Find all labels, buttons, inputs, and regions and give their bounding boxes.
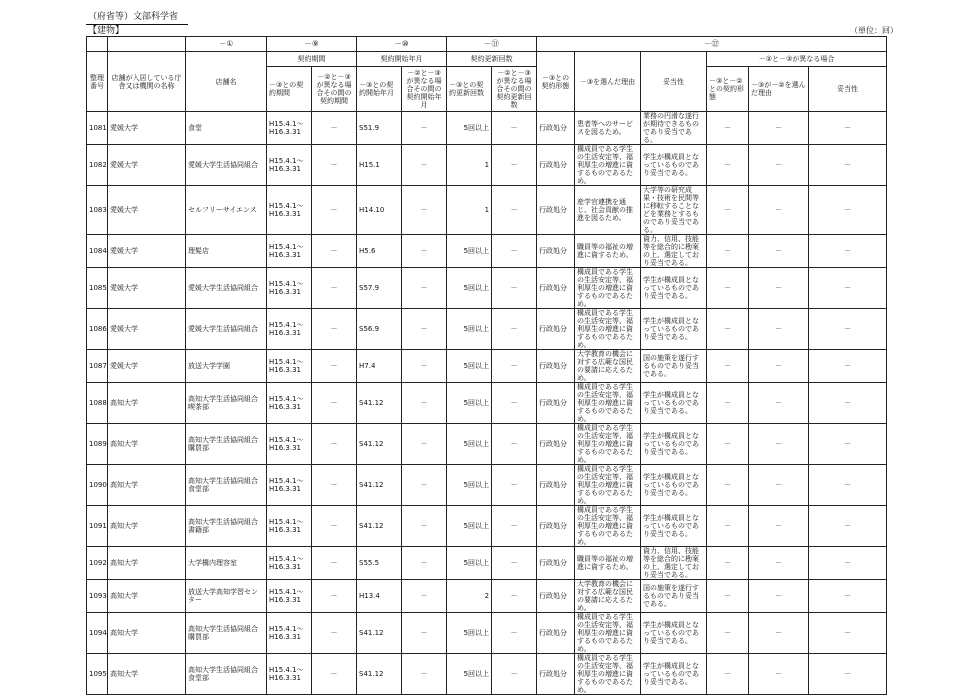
differs-reason-cell: －: [749, 112, 809, 145]
validity-cell: 業務の円滑な遂行が期待できるものであり妥当である。: [641, 112, 707, 145]
differs-form-cell: －: [707, 112, 749, 145]
col-contract-start: 契約開始年月: [357, 52, 447, 67]
renewal-count-alt-cell: －: [492, 424, 537, 465]
renewal-count-alt-cell: －: [492, 465, 537, 506]
validity-cell: 学生が構成員となっているものであり妥当である。: [641, 383, 707, 424]
institution-cell: 愛媛大学: [108, 235, 186, 268]
renewal-count-cell: 1: [447, 186, 492, 235]
contract-form-cell: 行政処分: [537, 424, 575, 465]
contract-start-cell: S57.9: [357, 268, 402, 309]
differs-form-cell: －: [707, 186, 749, 235]
differs-reason-cell: －: [749, 145, 809, 186]
reason-cell: 職員等の福祉の増進に資するため。: [575, 547, 641, 580]
institution-cell: 愛媛大学: [108, 186, 186, 235]
reason-cell: 患者等へのサービスを図るため。: [575, 112, 641, 145]
reason-cell: 構成員である学生の生活安定等、福利厚生の増進に資するものであるため。: [575, 465, 641, 506]
row-number: 1093: [87, 580, 108, 613]
renewal-count-alt-cell: －: [492, 235, 537, 268]
contract-start-alt-cell: －: [402, 186, 447, 235]
col-contract-period: 契約期間: [267, 52, 357, 67]
store-name-cell: 放送大学高知学習センター: [186, 580, 267, 613]
col-d-form: －③と－②との契約形態: [707, 67, 749, 112]
differs-reason-cell: －: [749, 506, 809, 547]
renewal-count-alt-cell: －: [492, 145, 537, 186]
reason-cell: 大学教育の機会に対する広範な国民の要請に応えるため。: [575, 350, 641, 383]
table-row: [87, 654, 887, 695]
differs-form-cell: －: [707, 145, 749, 186]
contract-period-alt-cell: －: [312, 465, 357, 506]
renewal-count-cell: 5回以上: [447, 383, 492, 424]
validity-cell: 学生が構成員となっているものであり妥当である。: [641, 613, 707, 654]
differs-validity-cell: －: [809, 424, 887, 465]
row-number: 1081: [87, 112, 108, 145]
contract-period-cell: H15.4.1～ H16.3.31: [267, 112, 312, 145]
validity-cell: 国の施策を遂行するものであり妥当である。: [641, 580, 707, 613]
differs-form-cell: －: [707, 580, 749, 613]
store-name-cell: 高知大学生活協同組合購買部: [186, 613, 267, 654]
institution-cell: 高知大学: [108, 547, 186, 580]
contract-period-cell: H15.4.1～ H16.3.31: [267, 613, 312, 654]
col-p-renew-alt: －②と－③が異なる場合その間の契約更新回数: [492, 67, 537, 112]
contract-period-alt-cell: －: [312, 350, 357, 383]
contract-period-alt-cell: －: [312, 186, 357, 235]
contract-start-alt-cell: －: [402, 145, 447, 186]
contract-start-alt-cell: －: [402, 309, 447, 350]
renewal-count-alt-cell: －: [492, 309, 537, 350]
row-number: 1083: [87, 186, 108, 235]
contract-form-cell: 行政処分: [537, 186, 575, 235]
contract-period-cell: H15.4.1～ H16.3.31: [267, 268, 312, 309]
contract-period-alt-cell: －: [312, 112, 357, 145]
contract-start-alt-cell: －: [402, 547, 447, 580]
contract-start-alt-cell: －: [402, 112, 447, 145]
contract-period-alt-cell: －: [312, 580, 357, 613]
contract-form-cell: 行政処分: [537, 350, 575, 383]
reason-cell: 構成員である学生の生活安定等、福利厚生の増進に資するものであるため。: [575, 506, 641, 547]
contract-start-cell: H5.6: [357, 235, 402, 268]
table-row: [87, 309, 887, 350]
renewal-count-cell: 5回以上: [447, 112, 492, 145]
contract-table: [86, 36, 887, 695]
institution-cell: 愛媛大学: [108, 350, 186, 383]
renewal-count-alt-cell: －: [492, 268, 537, 309]
contract-period-alt-cell: －: [312, 547, 357, 580]
validity-cell: 学生が構成員となっているものであり妥当である。: [641, 506, 707, 547]
contract-start-cell: S56.9: [357, 309, 402, 350]
differs-validity-cell: －: [809, 506, 887, 547]
table-row: [87, 268, 887, 309]
reason-cell: 構成員である学生の生活安定等、福利厚生の増進に資するものであるため。: [575, 309, 641, 350]
store-name-cell: 放送大学学園: [186, 350, 267, 383]
circled-10: －⑩: [357, 37, 447, 52]
differs-form-cell: －: [707, 613, 749, 654]
row-number: 1085: [87, 268, 108, 309]
differs-reason-cell: －: [749, 547, 809, 580]
validity-cell: 学生が構成員となっているものであり妥当である。: [641, 309, 707, 350]
contract-form-cell: 行政処分: [537, 613, 575, 654]
differs-reason-cell: －: [749, 465, 809, 506]
contract-period-alt-cell: －: [312, 506, 357, 547]
row-number: 1089: [87, 424, 108, 465]
circled-12: －⑫: [537, 37, 887, 52]
differs-validity-cell: －: [809, 383, 887, 424]
row-number: 1091: [87, 506, 108, 547]
row-number: 1094: [87, 613, 108, 654]
contract-start-alt-cell: －: [402, 613, 447, 654]
store-name-cell: 高知大学生活協同組合食堂部: [186, 465, 267, 506]
reason-cell: 職員等の福祉の増進に資するため。: [575, 235, 641, 268]
row-number: 1092: [87, 547, 108, 580]
store-name-cell: 高知大学生活協同組合購買部: [186, 424, 267, 465]
renewal-count-alt-cell: －: [492, 613, 537, 654]
circled-11: －⑪: [447, 37, 537, 52]
ministry-underline: [86, 24, 188, 25]
table-row: [87, 112, 887, 145]
col-d-reason: －③が－②を選んだ理由: [749, 67, 809, 112]
institution-cell: 高知大学: [108, 613, 186, 654]
contract-start-cell: S41.12: [357, 424, 402, 465]
reason-cell: 構成員である学生の生活安定等、福利厚生の増進に資するものであるため。: [575, 268, 641, 309]
corner-cell-2: [108, 37, 186, 52]
contract-period-alt-cell: －: [312, 613, 357, 654]
institution-cell: 高知大学: [108, 383, 186, 424]
institution-cell: 愛媛大学: [108, 112, 186, 145]
reason-cell: 構成員である学生の生活安定等、福利厚生の増進に資するものであるため。: [575, 424, 641, 465]
contract-start-cell: H15.1: [357, 145, 402, 186]
col-p-period: －③との契約期間: [267, 67, 312, 112]
differs-form-cell: －: [707, 383, 749, 424]
store-name-cell: 愛媛大学生活協同組合: [186, 268, 267, 309]
validity-cell: 学生が構成員となっているものであり妥当である。: [641, 654, 707, 695]
contract-start-cell: S41.12: [357, 465, 402, 506]
differs-validity-cell: －: [809, 547, 887, 580]
reason-cell: 構成員である学生の生活安定等、福利厚生の増進に資するものであるため。: [575, 613, 641, 654]
contract-start-cell: H7.4: [357, 350, 402, 383]
contract-period-cell: H15.4.1～ H16.3.31: [267, 186, 312, 235]
institution-cell: 高知大学: [108, 654, 186, 695]
renewal-count-cell: 5回以上: [447, 309, 492, 350]
renewal-count-cell: 5回以上: [447, 613, 492, 654]
validity-cell: 学生が構成員となっているものであり妥当である。: [641, 424, 707, 465]
contract-form-cell: 行政処分: [537, 506, 575, 547]
renewal-count-alt-cell: －: [492, 580, 537, 613]
table-row: [87, 547, 887, 580]
contract-form-cell: 行政処分: [537, 309, 575, 350]
contract-start-alt-cell: －: [402, 654, 447, 695]
renewal-count-cell: 5回以上: [447, 424, 492, 465]
differs-validity-cell: －: [809, 235, 887, 268]
reason-cell: 大学教育の機会に対する広範な国民の要請に応えるため。: [575, 580, 641, 613]
renewal-count-alt-cell: －: [492, 186, 537, 235]
store-name-cell: 理髪店: [186, 235, 267, 268]
differs-reason-cell: －: [749, 235, 809, 268]
contract-period-alt-cell: －: [312, 235, 357, 268]
contract-period-cell: H15.4.1～ H16.3.31: [267, 465, 312, 506]
validity-cell: 学生が構成員となっているものであり妥当である。: [641, 465, 707, 506]
header-row-1: [87, 52, 887, 67]
differs-validity-cell: －: [809, 186, 887, 235]
contract-form-cell: 行政処分: [537, 145, 575, 186]
contract-period-cell: H15.4.1～ H16.3.31: [267, 580, 312, 613]
store-name-cell: 愛媛大学生活協同組合: [186, 145, 267, 186]
table-row: [87, 186, 887, 235]
contract-start-cell: H13.4: [357, 580, 402, 613]
differs-validity-cell: －: [809, 580, 887, 613]
differs-reason-cell: －: [749, 654, 809, 695]
contract-form-cell: 行政処分: [537, 383, 575, 424]
row-number: 1084: [87, 235, 108, 268]
row-number: 1088: [87, 383, 108, 424]
contract-period-cell: H15.4.1～ H16.3.31: [267, 547, 312, 580]
differs-form-cell: －: [707, 547, 749, 580]
col-p-start: －③との契約開始年月: [357, 67, 402, 112]
renewal-count-cell: 5回以上: [447, 268, 492, 309]
renewal-count-cell: 2: [447, 580, 492, 613]
differs-reason-cell: －: [749, 309, 809, 350]
differs-form-cell: －: [707, 350, 749, 383]
renewal-count-alt-cell: －: [492, 654, 537, 695]
contract-period-alt-cell: －: [312, 424, 357, 465]
col-p-renew: －③との契約更新回数: [447, 67, 492, 112]
col-differs-header: －②と－③が異なる場合: [707, 52, 887, 67]
col-renewals: 契約更新回数: [447, 52, 537, 67]
table-row: [87, 235, 887, 268]
contract-period-alt-cell: －: [312, 654, 357, 695]
store-name-cell: セルフリーサイエンス: [186, 186, 267, 235]
col-d-validity: 妥当性: [809, 67, 887, 112]
reason-cell: 構成員である学生の生活安定等、福利厚生の増進に資するものであるため。: [575, 145, 641, 186]
contract-period-cell: H15.4.1～ H16.3.31: [267, 506, 312, 547]
store-name-cell: 食堂: [186, 112, 267, 145]
col-store-name: 店舗名: [186, 52, 267, 112]
renewal-count-cell: 1: [447, 145, 492, 186]
validity-cell: 大学等の研究成果・技術を民間等に移転することなどを業務とするものであり妥当である。: [641, 186, 707, 235]
circled-number-row: [87, 37, 887, 52]
renewal-count-cell: 5回以上: [447, 654, 492, 695]
store-name-cell: 高知大学生活協同組合喫茶部: [186, 383, 267, 424]
contract-start-alt-cell: －: [402, 506, 447, 547]
row-number: 1087: [87, 350, 108, 383]
differs-form-cell: －: [707, 424, 749, 465]
row-number: 1095: [87, 654, 108, 695]
differs-reason-cell: －: [749, 350, 809, 383]
table-row: [87, 580, 887, 613]
institution-cell: 高知大学: [108, 424, 186, 465]
validity-cell: 資力、信用、技能等を総合的に勘案の上、選定しており妥当である。: [641, 547, 707, 580]
renewal-count-alt-cell: －: [492, 547, 537, 580]
renewal-count-alt-cell: －: [492, 383, 537, 424]
col-validity: 妥当性: [641, 52, 707, 112]
table-row: [87, 613, 887, 654]
table-row: [87, 506, 887, 547]
ministry-title: （府省等）文部科学省: [88, 12, 179, 22]
contract-start-cell: H14.10: [357, 186, 402, 235]
contract-start-cell: S41.12: [357, 654, 402, 695]
contract-start-cell: S51.9: [357, 112, 402, 145]
row-number: 1090: [87, 465, 108, 506]
institution-cell: 愛媛大学: [108, 145, 186, 186]
reason-cell: 構成員である学生の生活安定等、福利厚生の増進に資するものであるため。: [575, 654, 641, 695]
store-name-cell: 大学構内理容室: [186, 547, 267, 580]
differs-reason-cell: －: [749, 268, 809, 309]
contract-form-cell: 行政処分: [537, 580, 575, 613]
contract-form-cell: 行政処分: [537, 547, 575, 580]
contract-period-cell: H15.4.1～ H16.3.31: [267, 309, 312, 350]
circled-9: －⑨: [267, 37, 357, 52]
circled-1: －①: [186, 37, 267, 52]
validity-cell: 資力、信用、技能等を総合的に勘案の上、選定しており妥当である。: [641, 235, 707, 268]
renewal-count-alt-cell: －: [492, 506, 537, 547]
contract-start-cell: S41.12: [357, 383, 402, 424]
contract-start-alt-cell: －: [402, 383, 447, 424]
contract-start-alt-cell: －: [402, 235, 447, 268]
contract-period-alt-cell: －: [312, 268, 357, 309]
renewal-count-cell: 5回以上: [447, 465, 492, 506]
differs-reason-cell: －: [749, 383, 809, 424]
store-name-cell: 高知大学生活協同組合書籍部: [186, 506, 267, 547]
contract-period-alt-cell: －: [312, 309, 357, 350]
col-reason: －③を選んだ理由: [575, 52, 641, 112]
differs-form-cell: －: [707, 506, 749, 547]
differs-form-cell: －: [707, 465, 749, 506]
table-row: [87, 465, 887, 506]
table-row: [87, 145, 887, 186]
category-label: 【建物】: [88, 26, 125, 36]
contract-period-cell: H15.4.1～ H16.3.31: [267, 383, 312, 424]
differs-form-cell: －: [707, 654, 749, 695]
differs-validity-cell: －: [809, 654, 887, 695]
renewal-count-cell: 5回以上: [447, 506, 492, 547]
col-p-period-alt: －②と－③が異なる場合その間の契約期間: [312, 67, 357, 112]
contract-form-cell: 行政処分: [537, 654, 575, 695]
differs-form-cell: －: [707, 235, 749, 268]
renewal-count-cell: 5回以上: [447, 235, 492, 268]
differs-validity-cell: －: [809, 112, 887, 145]
institution-cell: 愛媛大学: [108, 309, 186, 350]
unit-label: （単位：回）: [850, 26, 898, 35]
reason-cell: 産学官連携を通じ、社会貢献の推進を図るため。: [575, 186, 641, 235]
differs-reason-cell: －: [749, 580, 809, 613]
renewal-count-alt-cell: －: [492, 112, 537, 145]
renewal-count-alt-cell: －: [492, 350, 537, 383]
differs-form-cell: －: [707, 268, 749, 309]
col-seiri-bango: 整理番号: [87, 52, 108, 112]
institution-cell: 高知大学: [108, 465, 186, 506]
contract-start-cell: S41.12: [357, 613, 402, 654]
differs-form-cell: －: [707, 309, 749, 350]
store-name-cell: 高知大学生活協同組合食堂部: [186, 654, 267, 695]
renewal-count-cell: 5回以上: [447, 547, 492, 580]
validity-cell: 学生が構成員となっているものであり妥当である。: [641, 145, 707, 186]
contract-form-cell: 行政処分: [537, 112, 575, 145]
contract-period-cell: H15.4.1～ H16.3.31: [267, 145, 312, 186]
corner-cell: [87, 37, 108, 52]
differs-validity-cell: －: [809, 350, 887, 383]
contract-start-alt-cell: －: [402, 465, 447, 506]
differs-reason-cell: －: [749, 424, 809, 465]
renewal-count-cell: 5回以上: [447, 350, 492, 383]
institution-cell: 愛媛大学: [108, 268, 186, 309]
validity-cell: 学生が構成員となっているものであり妥当である。: [641, 268, 707, 309]
contract-form-cell: 行政処分: [537, 465, 575, 506]
contract-start-cell: S55.5: [357, 547, 402, 580]
differs-validity-cell: －: [809, 145, 887, 186]
col-contract-form: －③との契約形態: [537, 52, 575, 112]
row-number: 1086: [87, 309, 108, 350]
differs-validity-cell: －: [809, 268, 887, 309]
col-p-start-alt: －②と－③が異なる場合その間の契約開始年月: [402, 67, 447, 112]
contract-period-alt-cell: －: [312, 383, 357, 424]
differs-validity-cell: －: [809, 309, 887, 350]
institution-cell: 高知大学: [108, 506, 186, 547]
reason-cell: 構成員である学生の生活安定等、福利厚生の増進に資するものであるため。: [575, 383, 641, 424]
validity-cell: 国の施策を遂行するものであり妥当である。: [641, 350, 707, 383]
contract-form-cell: 行政処分: [537, 268, 575, 309]
store-name-cell: 愛媛大学生活協同組合: [186, 309, 267, 350]
table-row: [87, 424, 887, 465]
table-row: [87, 383, 887, 424]
contract-period-cell: H15.4.1～ H16.3.31: [267, 654, 312, 695]
col-institution: 店舗が入居している庁舎又は機関の名称: [108, 52, 186, 112]
differs-validity-cell: －: [809, 465, 887, 506]
contract-start-cell: S41.12: [357, 506, 402, 547]
differs-validity-cell: －: [809, 613, 887, 654]
contract-period-cell: H15.4.1～ H16.3.31: [267, 424, 312, 465]
differs-reason-cell: －: [749, 186, 809, 235]
contract-period-cell: H15.4.1～ H16.3.31: [267, 350, 312, 383]
row-number: 1082: [87, 145, 108, 186]
contract-period-cell: H15.4.1～ H16.3.31: [267, 235, 312, 268]
contract-start-alt-cell: －: [402, 350, 447, 383]
contract-form-cell: 行政処分: [537, 235, 575, 268]
differs-reason-cell: －: [749, 613, 809, 654]
contract-start-alt-cell: －: [402, 580, 447, 613]
contract-start-alt-cell: －: [402, 268, 447, 309]
contract-start-alt-cell: －: [402, 424, 447, 465]
contract-period-alt-cell: －: [312, 145, 357, 186]
institution-cell: 高知大学: [108, 580, 186, 613]
table-row: [87, 350, 887, 383]
